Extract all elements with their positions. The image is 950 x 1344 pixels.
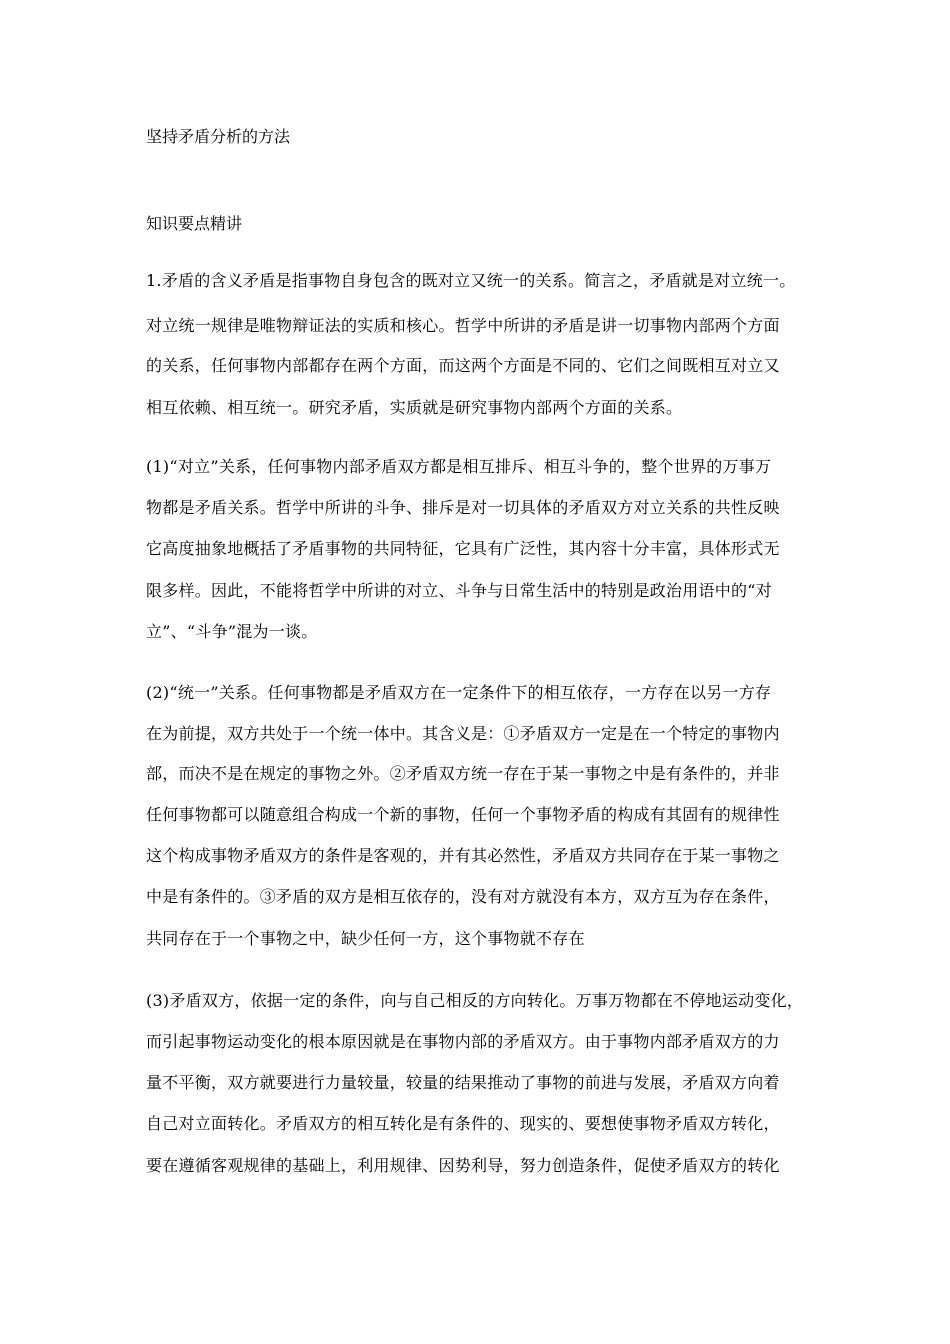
paragraph-2-line-3: 它高度抽象地概括了矛盾事物的共同特征，它具有广泛性，其内容十分丰富，具体形式无 — [146, 539, 780, 558]
paragraph-4-line-1: (3)矛盾双方，依据一定的条件，向与自己相反的方向转化。万事万物都在不停地运动变化， — [146, 991, 804, 1010]
paragraph-2-line-4: 限多样。因此，不能将哲学中所讲的对立、斗争与日常生活中的特别是政治用语中的“对 — [146, 581, 772, 600]
paragraph-3-line-7: 共同存在于一个事物之中，缺少任何一方，这个事物就不存在 — [146, 929, 585, 948]
paragraph-1-line-2: 对立统一规律是唯物辩证法的实质和核心。哲学中所讲的矛盾是讲一切事物内部两个方面 — [146, 316, 780, 335]
paragraph-1-line-3: 的关系，任何事物内部都存在两个方面，而这两个方面是不同的、它们之间既相互对立又 — [146, 356, 780, 375]
paragraph-3-line-1: (2)“统一”关系。任何事物都是矛盾双方在一定条件下的相互依存，一方存在以另一方存 — [146, 683, 772, 702]
paragraph-3-line-3: 部，而决不是在规定的事物之外。②矛盾双方统一存在于某一事物之中是有条件的，并非 — [146, 764, 780, 783]
document-title: 坚持矛盾分析的方法 — [146, 127, 291, 146]
paragraph-1-line-4: 相互依赖、相互统一。研究矛盾，实质就是研究事物内部两个方面的关系。 — [146, 398, 683, 417]
paragraph-4-line-3: 量不平衡，双方就要进行力量较量，较量的结果推动了事物的前进与发展，矛盾双方向着 — [146, 1073, 780, 1092]
paragraph-4-line-4: 自己对立面转化。矛盾双方的相互转化是有条件的、现实的、要想使事物矛盾双方转化， — [146, 1114, 780, 1133]
section-heading: 知识要点精讲 — [146, 214, 243, 233]
paragraph-3-line-4: 任何事物都可以随意组合构成一个新的事物，任何一个事物矛盾的构成有其固有的规律性 — [146, 805, 780, 824]
paragraph-2-line-1: (1)“对立”关系，任何事物内部矛盾双方都是相互排斥、相互斗争的，整个世界的万事万 — [146, 457, 772, 476]
paragraph-4-line-5: 要在遵循客观规律的基础上，利用规律、因势利导，努力创造条件，促使矛盾双方的转化 — [146, 1156, 780, 1175]
paragraph-3-line-2: 在为前提，双方共处于一个统一体中。其含义是：①矛盾双方一定是在一个特定的事物内 — [146, 724, 780, 743]
paragraph-4-line-2: 而引起事物运动变化的根本原因就是在事物内部的矛盾双方。由于事物内部矛盾双方的力 — [146, 1032, 780, 1051]
paragraph-3-line-6: 中是有条件的。③矛盾的双方是相互依存的，没有对方就没有本方，双方互为存在条件， — [146, 887, 780, 906]
paragraph-3-line-5: 这个构成事物矛盾双方的条件是客观的，并有其必然性，矛盾双方共同存在于某一事物之 — [146, 846, 780, 865]
paragraph-2-line-5: 立”、“斗争”混为一谈。 — [146, 622, 318, 641]
paragraph-2-line-2: 物都是矛盾关系。哲学中所讲的斗争、排斥是对一切具体的矛盾双方对立关系的共性反映 — [146, 498, 780, 517]
paragraph-1-line-1: 1.矛盾的含义矛盾是指事物自身包含的既对立又统一的关系。简言之，矛盾就是对立统一。 — [146, 271, 796, 290]
